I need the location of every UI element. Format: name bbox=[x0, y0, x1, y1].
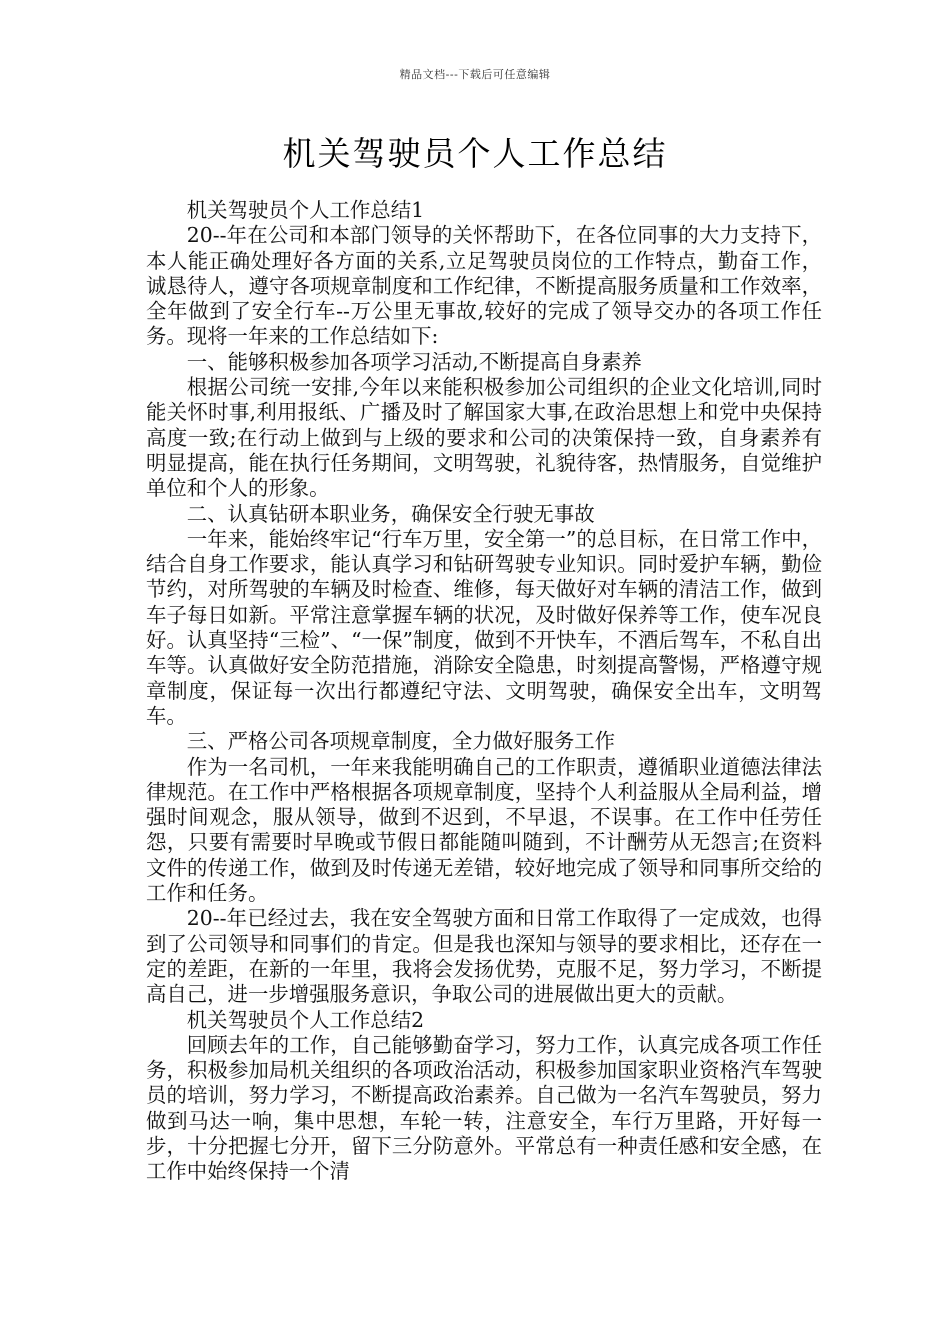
document-body bbox=[146, 198, 822, 1185]
paragraph-safety: 一年来，能始终牢记“行车万里，安全第一”的总目标，在日常工作中，结合自身工作要求，能认真学习和钻研驾驶专业知识。同时爱护车辆，勤俭节约，对所驾驶的车辆及时检查、维修，每天做好对车辆的清洁工作，做到车子每日如新。平常注意掌握车辆的状况，及时做好保养等工作，使车况良好。认真坚持“三检”、“一保”制度，做到不开快车，不酒后驾车，不私自出车等。认真做好安全防范措施，消除安全隐患，时刻提高警惕，严格遵守规章制度，保证每一次出行都遵纪守法、文明驾驶，确保安全出车，文明驾车。 bbox=[146, 526, 822, 728]
header-note: 精品文档---下载后可任意编辑 bbox=[399, 68, 551, 81]
subheading-rules: 三、严格公司各项规章制度，全力做好服务工作 bbox=[186, 729, 615, 754]
subheading-safety: 二、认真钻研本职业务，确保安全行驶无事故 bbox=[186, 501, 595, 526]
subheading-study: 一、能够积极参加各项学习活动,不断提高自身素养 bbox=[186, 349, 642, 374]
paragraph-review: 回顾去年的工作，自己能够勤奋学习，努力工作，认真完成各项工作任务，积极参加局机关组织的各项政治活动，积极参加国家职业资格汽车驾驶员的培训，努力学习，不断提高政治素养。自己做为一名汽车驾驶员，努力做到马达一响，集中思想，车轮一转，注意安全，车行万里路，开好每一步，十分把握七分开，留下三分防意外。平常总有一种责任感和安全感，在工作中始终保持一个清 bbox=[146, 1032, 822, 1184]
paragraph-rules: 作为一名司机，一年来我能明确自己的工作职责，遵循职业道德法律法律规范。在工作中严格根据各项规章制度，坚持个人利益服从全局利益，增强时间观念，服从领导，做到不迟到，不早退，不误事。在工作中任劳任怨，只要有需要时早晚或节假日都能随叫随到，不计酬劳从无怨言;在资料文件的传递工作，做到及时传递无差错，较好地完成了领导和同事所交给的工作和任务。 bbox=[146, 754, 822, 906]
paragraph-intro: 20--年在公司和本部门领导的关怀帮助下，在各位同事的大力支持下，本人能正确处理好各方面的关系,立足驾驶员岗位的工作特点，勤奋工作，诚恳待人，遵守各项规章制度和工作纪律，不断提高服务质量和工作效率，全年做到了安全行车--万公里无事故,较好的完成了领导交办的各项工作任务。现将一年来的工作总结如下: bbox=[146, 223, 822, 349]
paragraph-study: 根据公司统一安排,今年以来能积极参加公司组织的企业文化培训,同时能关怀时事,利用报纸、广播及时了解国家大事,在政治思想上和党中央保持高度一致;在行动上做到与上级的要求和公司的决策保持一致，自身素养有明显提高，能在执行任务期间，文明驾驶，礼貌待客，热情服务，自觉维护单位和个人的形象。 bbox=[146, 375, 822, 501]
document-title: 机关驾驶员个人工作总结 bbox=[282, 134, 668, 173]
section-heading-1: 机关驾驶员个人工作总结1 bbox=[186, 198, 425, 222]
section-heading-2: 机关驾驶员个人工作总结2 bbox=[186, 1007, 425, 1032]
paragraph-conclusion: 20--年已经过去，我在安全驾驶方面和日常工作取得了一定成效，也得到了公司领导和同事们的肯定。但是我也深知与领导的要求相比，还存在一定的差距，在新的一年里，我将会发扬优势，克服不足，努力学习，不断提高自己，进一步增强服务意识，争取公司的进展做出更大的贡献。 bbox=[146, 906, 822, 1007]
